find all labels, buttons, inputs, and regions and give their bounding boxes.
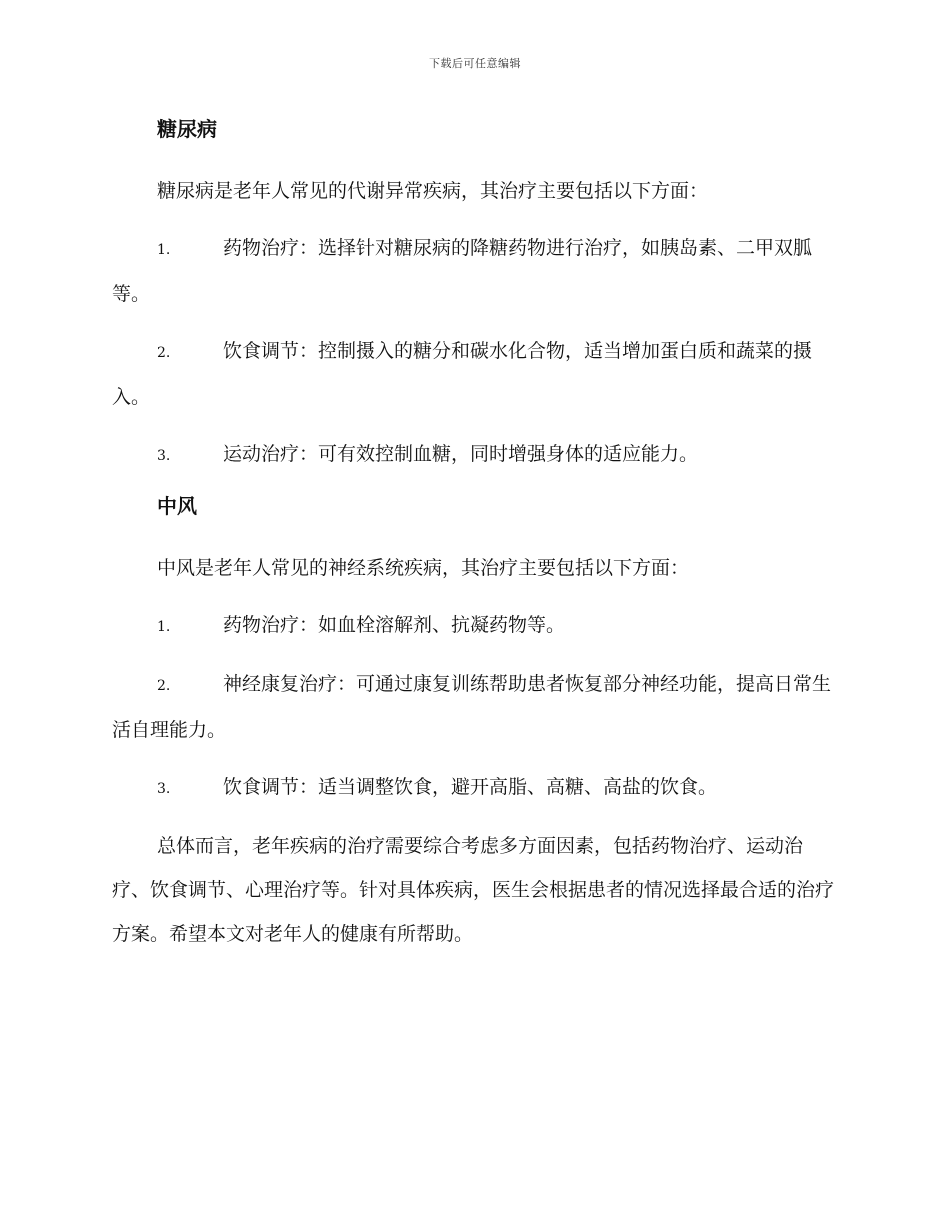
list-text: 药物治疗：选择针对糖尿病的降糖药物进行治疗，如胰岛素、二甲双胍等。	[112, 237, 813, 305]
section-heading-stroke: 中风	[157, 494, 197, 518]
header-note: 下载后可任意编辑	[429, 57, 521, 70]
list-number: 2.	[157, 345, 171, 361]
list-text: 饮食调节：控制摄入的糖分和碳水化合物，适当增加蛋白质和蔬菜的摄入。	[112, 340, 813, 408]
list-number: 3.	[157, 448, 171, 464]
list-number: 3.	[157, 781, 171, 797]
list-text: 运动治疗：可有效控制血糖，同时增强身体的适应能力。	[223, 443, 699, 465]
section-intro-stroke: 中风是老年人常见的神经系统疾病，其治疗主要包括以下方面：	[157, 557, 690, 579]
list-item	[112, 432, 837, 478]
list-item	[112, 662, 837, 752]
list-text: 神经康复治疗：可通过康复训练帮助患者恢复部分神经功能，提高日常生活自理能力。	[112, 673, 832, 741]
list-number: 1.	[157, 242, 171, 258]
list-item	[112, 226, 837, 316]
document-content	[112, 112, 837, 956]
list-text: 饮食调节：适当调整饮食，避开高脂、高糖、高盐的饮食。	[223, 776, 718, 798]
list-item	[112, 603, 837, 649]
list-item	[112, 329, 837, 419]
list-number: 2.	[157, 678, 171, 694]
section-intro-diabetes: 糖尿病是老年人常见的代谢异常疾病，其治疗主要包括以下方面：	[157, 180, 709, 202]
list-text: 药物治疗：如血栓溶解剂、抗凝药物等。	[223, 614, 566, 636]
section-heading-diabetes: 糖尿病	[157, 117, 217, 141]
list-item	[112, 765, 837, 811]
summary-paragraph: 总体而言，老年疾病的治疗需要综合考虑多方面因素，包括药物治疗、运动治疗、饮食调节、心理治疗等。针对具体疾病，医生会根据患者的情况选择最合适的治疗方案。希望本文对老年人的健康有所帮助。	[112, 835, 835, 945]
list-number: 1.	[157, 619, 171, 635]
